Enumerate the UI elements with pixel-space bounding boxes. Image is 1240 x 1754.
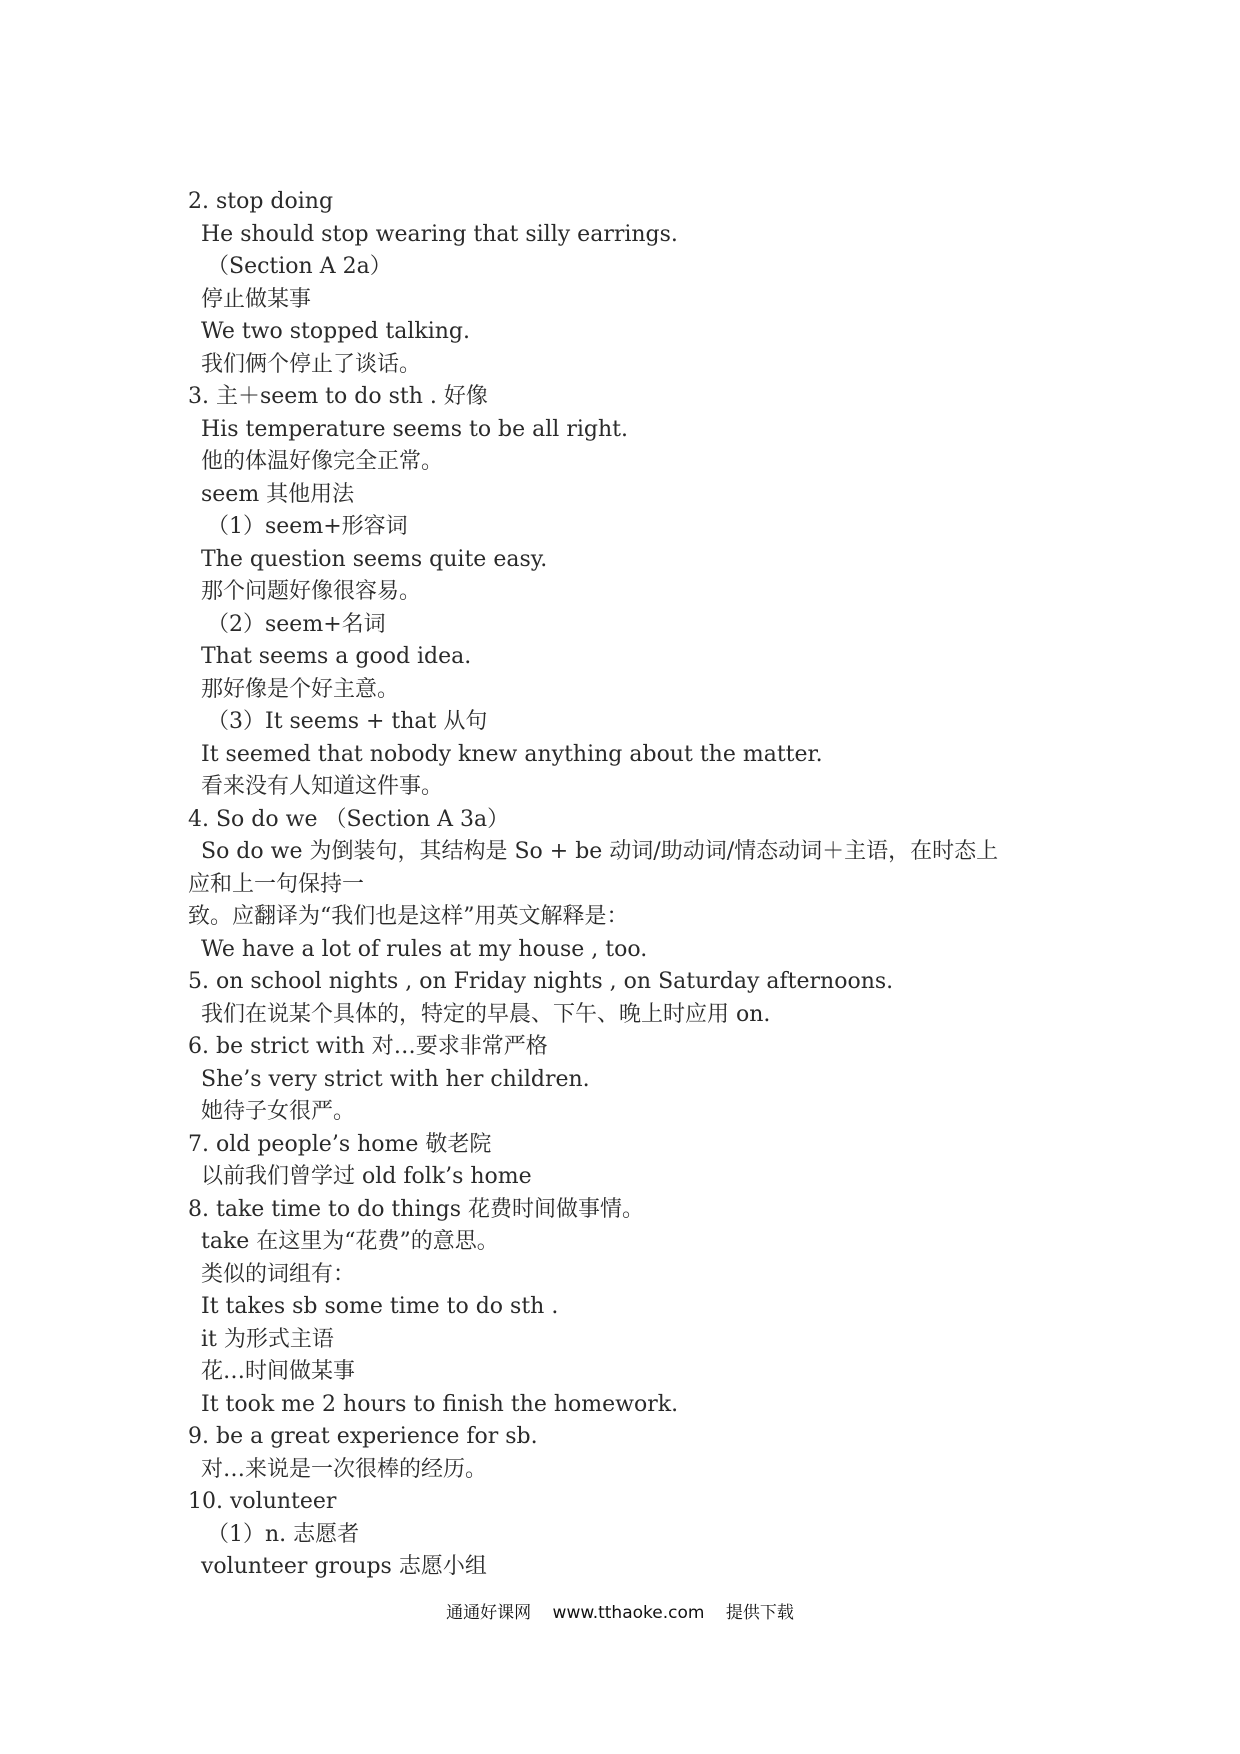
text-line: it 为形式主语 xyxy=(201,1326,334,1352)
text-line: 停止做某事 xyxy=(201,286,312,312)
text-line: She’s very strict with her children. xyxy=(201,1066,590,1092)
text-line: 我们在说某个具体的，特定的早晨、下午、晚上时应用 on. xyxy=(201,1001,771,1027)
text-line: （1）seem+形容词 xyxy=(207,514,408,539)
text-line: 3. 主＋seem to do sth . 好像 xyxy=(188,384,488,409)
text-line: We two stopped talking. xyxy=(201,319,470,344)
text-line: 7. old people’s home 敬老院 xyxy=(188,1131,492,1157)
text-line: seem 其他用法 xyxy=(201,481,355,507)
text-line: （1）n. 志愿者 xyxy=(207,1521,360,1547)
text-line: His temperature seems to be all right. xyxy=(201,416,628,442)
text-line: 5. on school nights , on Friday nights , on Saturday afternoons. xyxy=(188,969,894,994)
footer-url: www.tthaoke.com xyxy=(552,1603,705,1623)
text-line: （2）seem+名词 xyxy=(207,611,386,637)
text-line: 花…时间做某事 xyxy=(201,1359,356,1384)
text-line: That seems a good idea. xyxy=(201,644,472,669)
text-line: 那好像是个好主意。 xyxy=(201,676,400,702)
page-footer xyxy=(0,1598,1240,1623)
text-line: take 在这里为“花费”的意思。 xyxy=(201,1229,499,1254)
text-line: 4. So do we （Section A 3a） xyxy=(188,806,510,832)
text-line: We have a lot of rules at my house , too. xyxy=(201,936,648,962)
text-line: 6. be strict with 对…要求非常严格 xyxy=(188,1034,548,1059)
text-line: 8. take time to do things 花费时间做事情。 xyxy=(188,1196,645,1222)
text-line: （Section A 2a） xyxy=(207,254,392,279)
text-line: 类似的词组有： xyxy=(201,1261,356,1287)
text-line: He should stop wearing that silly earrings. xyxy=(201,221,678,247)
footer-site-name: 通通好课网 xyxy=(446,1603,532,1623)
text-line: 9. be a great experience for sb. xyxy=(188,1424,538,1449)
text-line: 2. stop doing xyxy=(188,189,334,214)
footer-suffix: 提供下载 xyxy=(725,1603,794,1623)
text-line: It takes sb some time to do sth . xyxy=(201,1294,559,1319)
document-body xyxy=(0,186,1240,1584)
text-line: 应和上一句保持一 xyxy=(188,871,365,897)
text-line: So do we 为倒装句，其结构是 So + be 动词/助动词/情态动词＋主语，在时态上 xyxy=(201,839,999,864)
text-line: 那个问题好像很容易。 xyxy=(201,579,422,604)
text-line: 我们俩个停止了谈话。 xyxy=(201,351,422,377)
text-line: 对…来说是一次很棒的经历。 xyxy=(201,1456,488,1482)
text-line: It seemed that nobody knew anything about the matter. xyxy=(201,741,823,767)
text-line: 他的体温好像完全正常。 xyxy=(201,449,444,474)
text-line: 10. volunteer xyxy=(188,1489,337,1514)
text-line: （3）It seems + that 从句 xyxy=(207,709,488,734)
text-line: 她待子女很严。 xyxy=(201,1099,356,1124)
text-line: 看来没有人知道这件事。 xyxy=(201,774,444,799)
text-line: 以前我们曾学过 old folk’s home xyxy=(201,1164,532,1189)
text-line: The question seems quite easy. xyxy=(201,546,548,572)
text-line: 致。应翻译为“我们也是这样”用英文解释是： xyxy=(188,904,629,929)
text-line: It took me 2 hours to finish the homework. xyxy=(201,1391,679,1417)
text-line: volunteer groups 志愿小组 xyxy=(201,1554,487,1579)
